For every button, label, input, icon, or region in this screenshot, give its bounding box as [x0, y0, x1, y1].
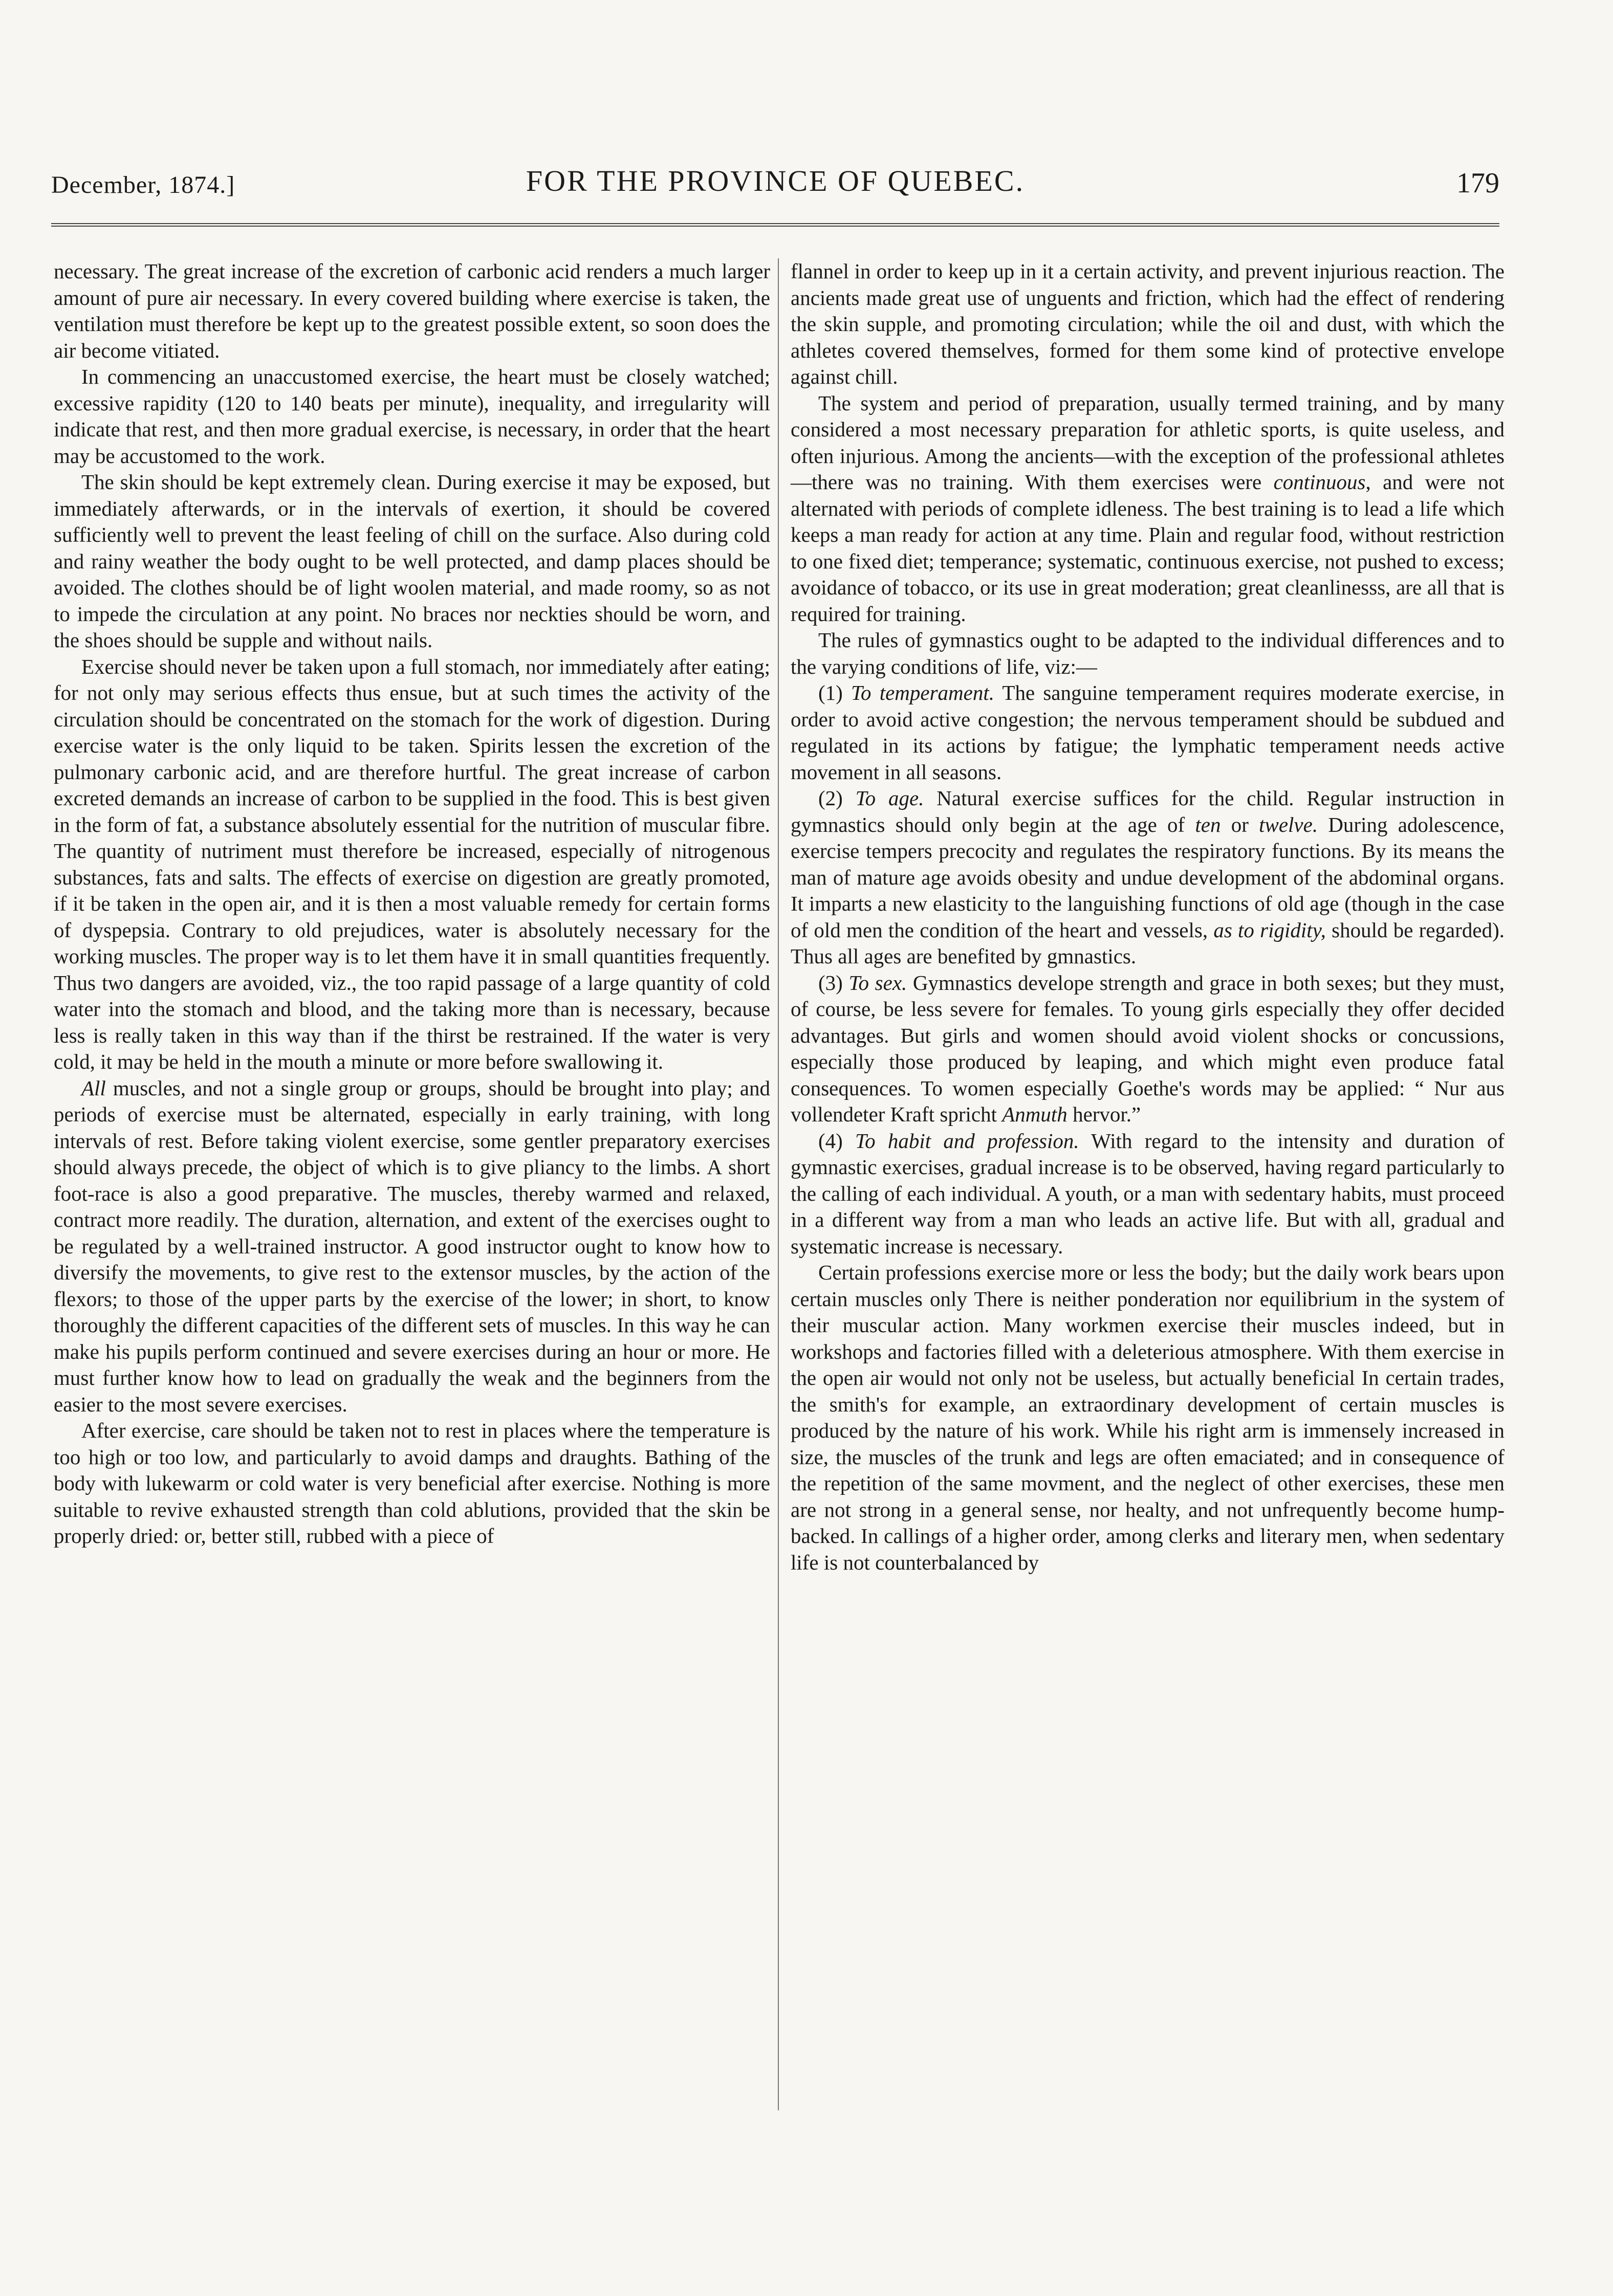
header-title: FOR THE PROVINCE OF QUEBEC.	[526, 164, 1025, 197]
paragraph: The skin should be kept extremely clean. During exercise it may be exposed, but immediately afterwards, or in the intervals of exertion, it should be covered sufficiently well to prevent the least feeling of chill on the surface. Also during cold and rainy weather the body ought to be well protected, and damp places should be avoided. The clothes should be of light woolen material, and made roomy, so as not to impede the circulation at any point. No braces nor neckties should be worn, and the shoes should be supple and without nails.	[54, 470, 770, 652]
paragraph-text: should be regarded). Thus all ages are benefited by gmnastics.	[791, 918, 1505, 968]
running-header	[51, 164, 1499, 205]
paragraph-text: Gymnastics develope strength and grace in both sexes; but they must, of course, be less severe for females. To young girls especially they offer decided advantages. But girls and women should avoid violent shocks or concussions, especially those produced by leaping, and which might even produce fatal consequences. To women especially Goethe's words may be applied: “ Nur aus vollendeter Kraft spricht	[791, 970, 1505, 1126]
italic-text: continuous	[1273, 470, 1366, 494]
paragraph-text: hervor.”	[1067, 1102, 1141, 1126]
paragraph: The rules of gymnastics ought to be adapted to the individual differences and to the varying conditions of life, viz:—	[791, 628, 1505, 678]
paragraph	[791, 785, 1505, 970]
paragraph	[791, 970, 1505, 1128]
paragraph-text: With regard to the intensity and duration of gymnastic exercises, gradual increase is to be observed, having regard particularly to the calling of each individual. A youth, or a man with sedentary habits, must proceed in a different way from a man who leads an active life. But with all, gradual and systematic increase is necessary.	[791, 1129, 1505, 1258]
paragraph: After exercise, care should be taken not to rest in places where the temperature is too high or too low, and particularly to avoid damps and draughts. Bathing of the body with lukewarm or cold water is very beneficial after exercise. Nothing is more suitable to revive exhausted strength than cold ablutions, provided that the skin be properly dried: or, better still, rubbed with a piece of	[54, 1419, 770, 1548]
italic-text: All	[81, 1076, 106, 1100]
page-number: 179	[1456, 167, 1499, 199]
italic-text: twelve.	[1259, 812, 1318, 836]
paragraph-text: or	[1220, 812, 1259, 836]
italic-text: as to rigidity,	[1213, 918, 1326, 942]
header-rule	[51, 223, 1499, 227]
paragraph: flannel in order to keep up in it a certain activity, and prevent injurious reaction. The ancients made great use of unguents and friction, which had the effect of rendering the skin supple, and promoting circulation; while the oil and dust, with which the athletes covered themselves, formed for them some kind of protective envelope against chill.	[791, 259, 1505, 388]
italic-heading: To habit and profession.	[855, 1129, 1079, 1153]
column-divider	[778, 258, 779, 2110]
header-date: December, 1874.]	[51, 171, 235, 198]
paragraph-text: muscles, and not a single group or groups, should be brought into play; and periods of exercise must be alternated, especially in early training, with long intervals of rest. Before taking violent exercise, some gentler preparatory exercises should always precede, the object of which is to give pliancy to the limbs. A short foot-race is also a good preparative. The muscles, thereby warmed and relaxed, contract more readily. The duration, alternation, and extent of the exercises ought to be regulated by a well-trained instructor. A good instructor ought to know how to diversify the movements, to give rest to the extensor muscles, by the action of the flexors; to those of the upper parts by the exercise of the lower; in short, to know thoroughly the different capacities of the different sets of muscles. In this way he can make his pupils perform continued and severe exercises during an hour or more. He must further know how to lead on gradually the weak and the beginners from the easier to the most severe exercises.	[54, 1076, 770, 1416]
paragraph-text: The system and period of preparation, usually termed training, and by many considered a most necessary preparation for athletic sports, is quite useless, and often injurious. Among the ancients—with the exception of the professional athletes—there was no training. With them exercises were	[791, 391, 1505, 494]
paragraph: Exercise should never be taken upon a full stomach, nor immediately after eating; for not only may serious effects thus ensue, but at such times the activity of the circulation should be concentrated on the stomach for the work of digestion. During exercise water is the only liquid to be taken. Spirits lessen the excretion of the pulmonary carbonic acid, and are therefore hurtful. The great increase of carbon excreted demands an increase of carbon to be supplied in the food. This is best given in the form of fat, a substance absolutely essential for the nutrition of muscular fibre. The quantity of nutriment must therefore be increased, especially of nitrogenous substances, fats and salts. The effects of exercise on digestion are greatly promoted, if it be taken in the open air, and it is then a most valuable remedy for certain forms of dyspepsia. Contrary to old prejudices, water is absolutely necessary for the working muscles. The proper way is to let them have it in small quantities frequently. Thus two dangers are avoided, viz., the too rapid passage of a large quantity of cold water into the stomach and blood, and the taking more than is necessary, because less is really taken in this way than if the thirst be restrained. If the water is very cold, it may be held in the mouth a minute or more before swallowing it.	[54, 654, 770, 1073]
paragraph	[791, 390, 1505, 628]
paragraph	[791, 680, 1505, 785]
left-column	[54, 258, 770, 1550]
paragraph-text: Natural exercise suffices for the child. Regular instruction in gymnastics should only begin at the age of	[791, 786, 1505, 836]
paragraph: necessary. The great increase of the excretion of carbonic acid renders a much larger amount of pure air necessary. In every covered building where exercise is taken, the ventilation must therefore be kept up to the greatest possible extent, so soon does the air become vitiated.	[54, 259, 770, 362]
italic-text: ten	[1195, 812, 1221, 836]
italic-heading: To sex.	[848, 970, 907, 995]
italic-heading: To age.	[855, 786, 924, 810]
paragraph	[54, 1075, 770, 1418]
italic-text: Anmuth	[1002, 1102, 1067, 1126]
item-number: (2)	[818, 786, 856, 810]
item-number: (3)	[818, 970, 849, 995]
italic-heading: To temperament.	[851, 681, 994, 704]
item-number: (1)	[818, 681, 851, 704]
paragraph: In commencing an unaccustomed exercise, the heart must be closely watched; excessive rapidity (120 to 140 beats per minute), inequality, and irregularity will indicate that rest, and then more gradual exercise, is necessary, in order that the heart may be accustomed to the work.	[54, 365, 770, 468]
item-number: (4)	[818, 1129, 856, 1153]
paragraph-text: The sanguine temperament requires moderate exercise, in order to avoid active congestion; the nervous temperament should be subdued and regulated in its actions by fatigue; the lymphatic temperament needs active movement in all seasons.	[791, 681, 1505, 784]
right-column	[791, 258, 1505, 1576]
paragraph	[791, 1128, 1505, 1260]
paragraph-text: , and were not alternated with periods of complete idleness. The best training is to lead a life which keeps a man ready for action at any time. Plain and regular food, without restriction to one fixed diet; temperance; systematic, continuous exercise, not pushed to excess; avoidance of tobacco, or its use in great moderation; great cleanlinesss, are all that is required for training.	[791, 470, 1505, 626]
paragraph-text: During adolescence, exercise tempers precocity and regulates the respiratory functions. By its means the man of mature age avoids obesity and undue development of the abdominal organs. It imparts a new elasticity to the languishing functions of old age (though in the case of old men the condition of the heart and vessels,	[791, 812, 1505, 942]
paragraph: Certain professions exercise more or less the body; but the daily work bears upon certain muscles only There is neither ponderation nor equilibrium in the system of their muscular action. Many workmen exercise their muscles indeed, but in workshops and factories filled with a deleterious atmosphere. With them exercise in the open air would not only not be useless, but actually beneficial In certain trades, the smith's for example, an extraordinary development of certain muscles is produced by the nature of his work. While his right arm is immensely increased in size, the muscles of the trunk and legs are often emaciated; and in consequence of the repetition of the same movment, and the neglect of other exercises, these men are not strong in a general sense, nor healty, and not unfrequently become hump-backed. In callings of a higher order, among clerks and literary men, when sedentary life is not counterbalanced by	[791, 1261, 1505, 1574]
